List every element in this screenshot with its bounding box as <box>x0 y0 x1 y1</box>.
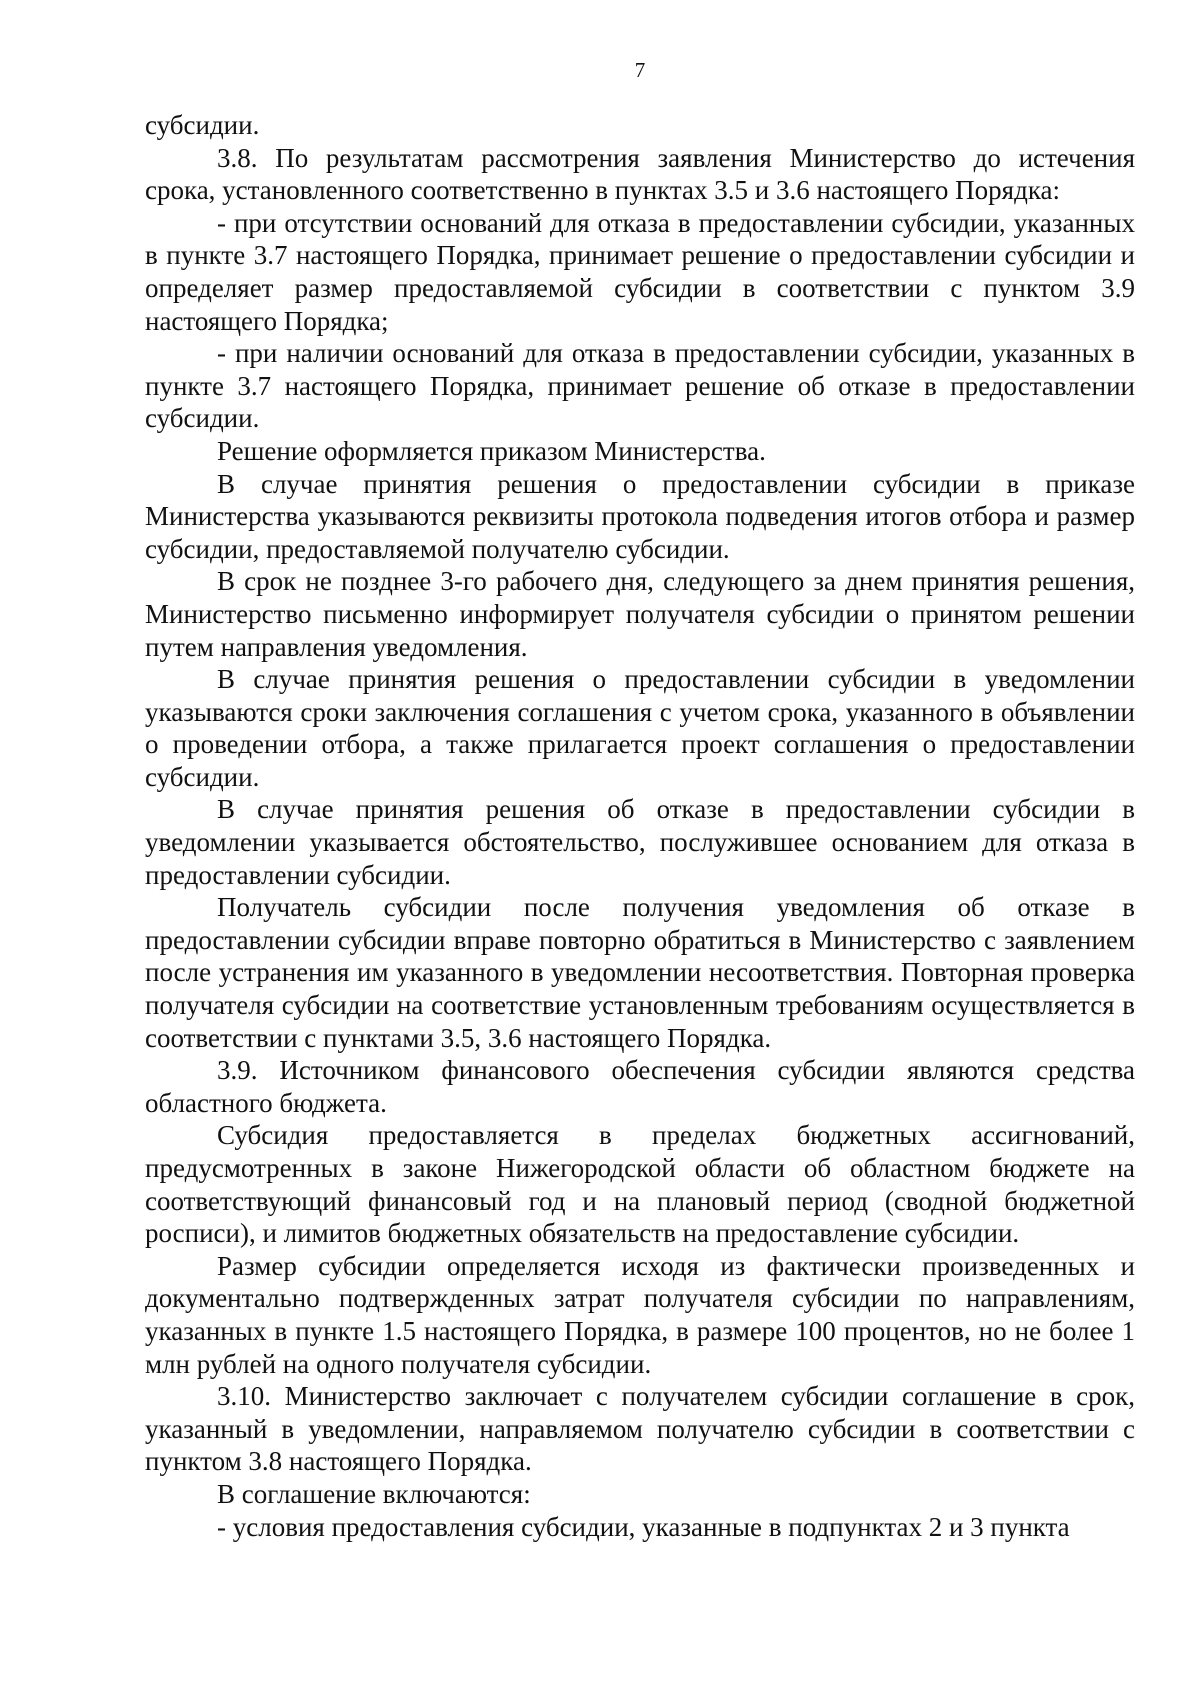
paragraph-12: Субсидия предоставляется в пределах бюджетных ассигнований, предусмотренных в законе Нижегородской области об областном бюджете на соответствующий финансовый год и на плановый период (сводной бюджетной росписи), и лимитов бюджетных обязательств на предоставление субсидии. <box>145 1120 1135 1249</box>
paragraph-4: - при наличии оснований для отказа в предоставлении субсидии, указанных в пункте 3.7 настоящего Порядка, принимает решение об отказе в предоставлении субсидии. <box>145 338 1135 434</box>
page-number: 7 <box>634 58 646 82</box>
paragraph-15: В соглашение включаются: <box>217 1478 531 1509</box>
paragraph-6: В случае принятия решения о предоставлении субсидии в приказе Министерства указываются реквизиты протокола подведения итогов отбора и размер субсидии, предоставляемой получателю субсидии. <box>145 468 1135 564</box>
paragraph-14: 3.10. Министерство заключает с получателем субсидии соглашение в срок, указанный в уведомлении, направляемом получателю субсидии в соответствии с пунктом 3.8 настоящего Порядка. <box>145 1381 1135 1477</box>
paragraph-2: 3.8. По результатам рассмотрения заявления Министерство до истечения срока, установленного соответственно в пунктах 3.5 и 3.6 настоящего Порядка: <box>145 142 1135 206</box>
paragraph-8: В случае принятия решения о предоставлении субсидии в уведомлении указываются сроки заключения соглашения с учетом срока, указанного в объявлении о проведении отбора, а также прилагается проект соглашения о предоставлении субсидии. <box>145 664 1135 792</box>
document-body <box>145 109 1135 1543</box>
paragraph-1: субсидии. <box>145 110 260 140</box>
paragraph-11: 3.9. Источником финансового обеспечения субсидии являются средства областного бюджета. <box>145 1055 1135 1118</box>
paragraph-9: В случае принятия решения об отказе в предоставлении субсидии в уведомлении указывается обстоятельство, послужившее основанием для отказа в предоставлении субсидии. <box>145 794 1135 890</box>
paragraph-13: Размер субсидии определяется исходя из фактически произведенных и документально подтвержденных затрат получателя субсидии по направлениям, указанных в пункте 1.5 настоящего Порядка, в размере 100 процентов, но не более 1 млн рублей на одного получателя субсидии. <box>145 1250 1135 1379</box>
paragraph-16: - условия предоставления субсидии, указанные в подпунктах 2 и 3 пункта <box>217 1511 1070 1542</box>
paragraph-10: Получатель субсидии после получения уведомления об отказе в предоставлении субсидии вправе повторно обратиться в Министерство с заявлением после устранения им указанного в уведомлении несоответствия. Повторная проверка получателя субсидии на соответствие установленным требованиям осуществляется в соответствии с пунктами 3.5, 3.6 настоящего Порядка. <box>145 892 1135 1053</box>
paragraph-7: В срок не позднее 3-го рабочего дня, следующего за днем принятия решения, Министерство письменно информирует получателя субсидии о принятом решении путем направления уведомления. <box>145 566 1135 662</box>
paragraph-3: - при отсутствии оснований для отказа в предоставлении субсидии, указанных в пункте 3.7 настоящего Порядка, принимает решение о предоставлении субсидии и определяет размер предоставляемой субсидии в соответствии с пунктом 3.9 настоящего Порядка; <box>145 207 1135 336</box>
paragraph-5: Решение оформляется приказом Министерства. <box>217 435 766 466</box>
